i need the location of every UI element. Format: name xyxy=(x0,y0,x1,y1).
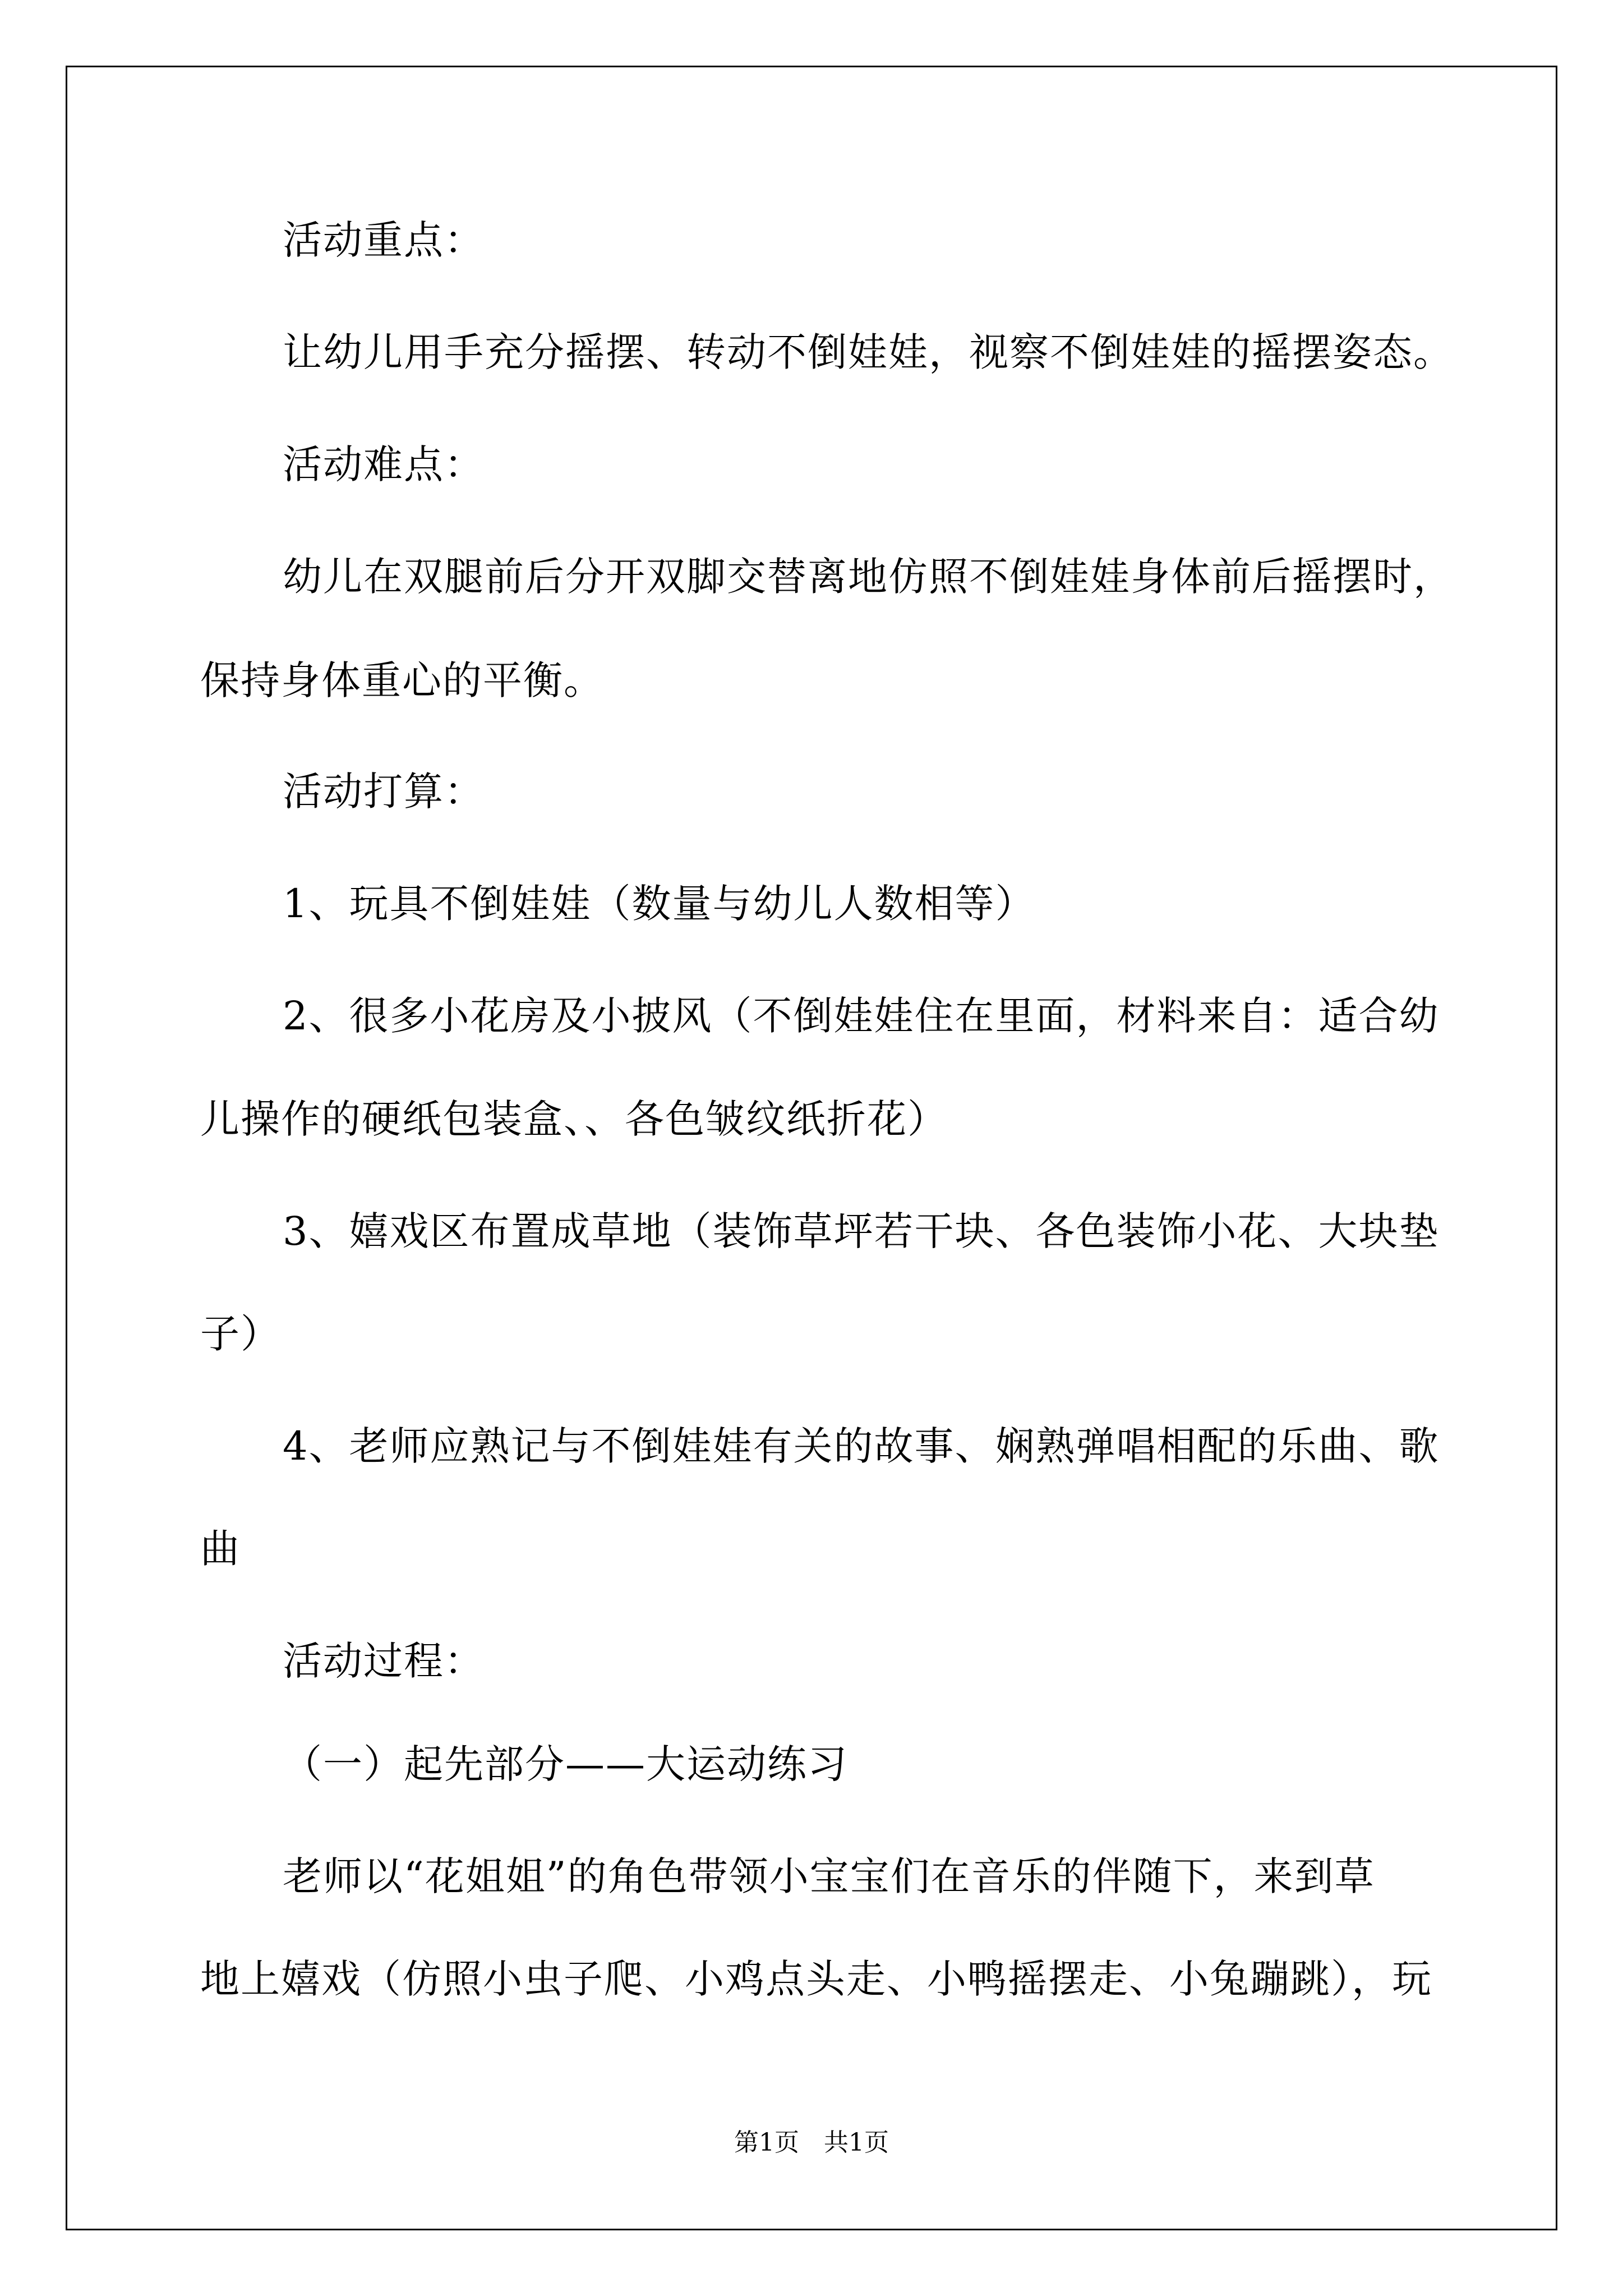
list-item-continuation: 子） xyxy=(200,1311,281,1357)
list-item: 1、玩具不倒娃娃（数量与幼儿人数相等） xyxy=(283,881,1036,927)
paragraph-line: 保持身体重心的平衡。 xyxy=(200,657,604,703)
paragraph-line: 老师以“花姐姐”的角色带领小宝宝们在音乐的伴随下，来到草 xyxy=(283,1853,1375,1899)
paragraph-line: 地上嬉戏（仿照小虫子爬、小鸡点头走、小鸭摇摆走、小兔蹦跳），玩 xyxy=(200,1956,1432,2002)
heading-activity-difficulty: 活动难点： xyxy=(283,441,485,487)
paragraph-line: 幼儿在双腿前后分开双脚交替离地仿照不倒娃娃身体前后摇摆时， xyxy=(283,554,1454,600)
page-footer: 第1页 共1页 xyxy=(734,2128,889,2157)
list-item: 2、很多小花房及小披风（不倒娃娃住在里面，材料来自：适合幼 xyxy=(283,993,1440,1039)
paragraph-line: 让幼儿用手充分摇摆、转动不倒娃娃，视察不倒娃娃的摇摆姿态。 xyxy=(283,329,1454,375)
list-item: 3、嬉戏区布置成草地（装饰草坪若干块、各色装饰小花、大块垫 xyxy=(283,1208,1440,1254)
heading-activity-focus: 活动重点： xyxy=(283,217,485,263)
heading-activity-process: 活动过程： xyxy=(283,1638,485,1684)
heading-activity-preparation: 活动打算： xyxy=(283,769,485,815)
page-border xyxy=(66,66,1557,2230)
list-item: 4、老师应熟记与不倒娃娃有关的故事、娴熟弹唱相配的乐曲、歌 xyxy=(283,1423,1440,1469)
list-item-continuation: 曲 xyxy=(200,1526,241,1572)
subheading: （一）起先部分——大运动练习 xyxy=(283,1741,848,1787)
list-item-continuation: 儿操作的硬纸包装盒、、各色皱纹纸折花） xyxy=(200,1096,948,1142)
